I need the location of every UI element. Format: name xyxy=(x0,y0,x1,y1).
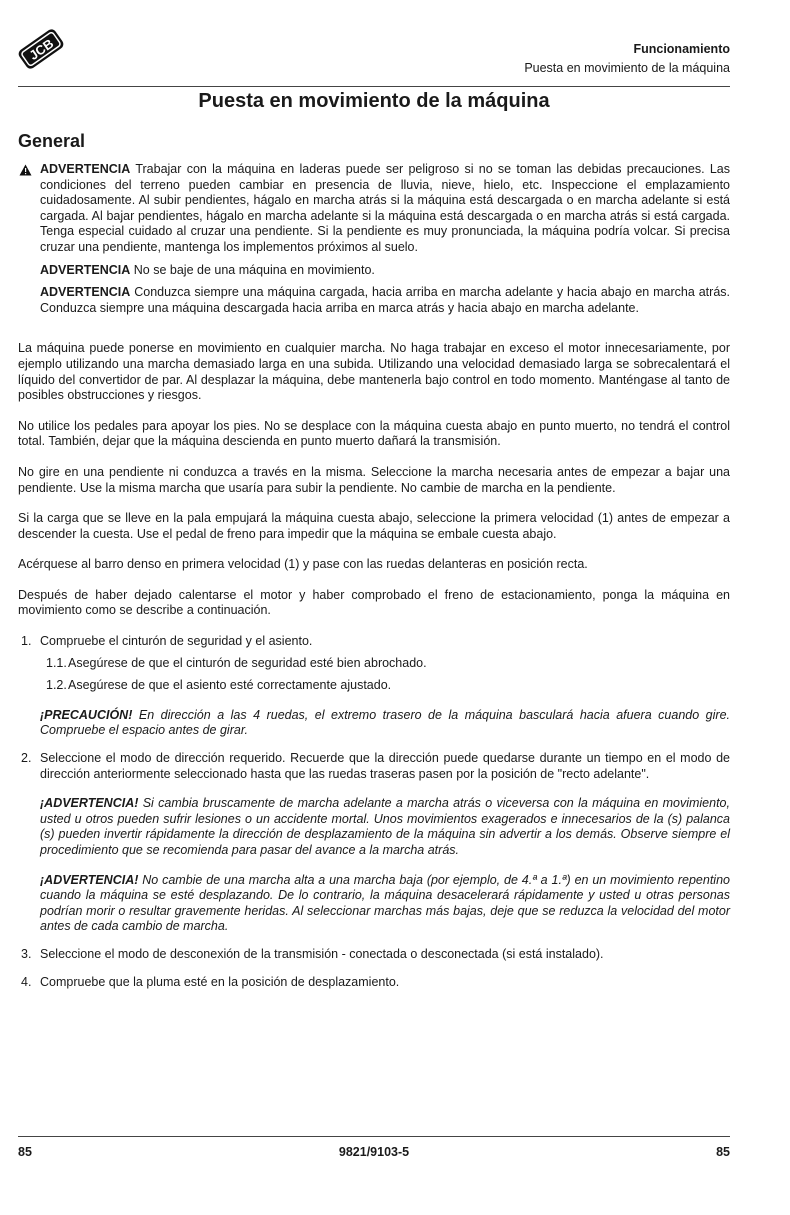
warning-paragraph xyxy=(40,263,730,279)
warning-text: Trabajar con la máquina en laderas puede ser peligroso si no se toman las debidas precauciones. Las condiciones del terreno pueden cambiar en presencia de lluvia, nieve, hielo, etc. Inspeccione el emplazamiento cuidadosamente. Al subir pendientes, hágalo en marcha atrás si la máquina está descargada o en marcha adelante si está cargada. Al bajar pendientes, hágalo en marcha adelante si la máquina está descargada o en marcha atrás si está cargada. Tenga especial cuidado al cruzar una pendiente. Si la pendiente es muy pronunciada, la máquina podría volcar. Si precisa cruzar una pendiente, mantenga los implementos próximos al suelo. xyxy=(40,162,730,254)
step-item xyxy=(18,947,730,963)
warning-text: No se baje de una máquina en movimiento. xyxy=(133,262,375,277)
body-paragraph: La máquina puede ponerse en movimiento en cualquier marcha. No haga trabajar en exceso el motor innecesariamente, por ejemplo utilizando una marcha demasiado larga en una subida. Utilizando una velocidad demasiado larga se sobrecalentará el líquido del convertidor de par. Al desplazar la máquina, debe mantenerla bajo control en todo momento. Manténgase al tanto de posibles obstrucciones y riesgos. xyxy=(18,341,730,403)
step-text: Compruebe que la pluma esté en la posición de desplazamiento. xyxy=(40,974,400,989)
warning-note xyxy=(40,796,730,858)
jcb-logo xyxy=(16,24,66,74)
warning-triangle-icon xyxy=(19,164,32,176)
substep-number: 1.1. xyxy=(46,655,67,670)
step-number: 4. xyxy=(21,974,32,989)
substeps xyxy=(40,656,730,694)
header-section: Funcionamiento xyxy=(633,42,730,56)
page-title: Puesta en movimiento de la máquina xyxy=(198,90,550,112)
caution-note xyxy=(40,708,730,739)
document-number: 9821/9103-5 xyxy=(338,1145,410,1159)
body-paragraph: Después de haber dejado calentarse el motor y haber comprobado el freno de estacionamiento, ponga la máquina en movimiento como se describe a continuación. xyxy=(18,587,730,618)
warning-note xyxy=(40,873,730,935)
caution-label: ¡PRECAUCIÓN! xyxy=(40,707,133,722)
step-text: Compruebe el cinturón de seguridad y el asiento. xyxy=(40,634,313,649)
warning-note-label: ¡ADVERTENCIA! xyxy=(40,872,139,887)
procedure-steps xyxy=(18,634,730,990)
logo-text: JCB xyxy=(26,35,57,64)
body-paragraph: No gire en una pendiente ni conduzca a través en la misma. Seleccione la marcha necesaria antes de empezar a bajar una pendiente. Use la misma marcha que usaría para subir la pendiente. No cambie de marcha en la pendiente. xyxy=(18,464,730,495)
warning-text: Conduzca siempre una máquina cargada, hacia arriba en marcha adelante y hacia abajo en marcha atrás. Conduzca siempre una máquina descargada hacia arriba en marca atrás y hacia abajo en marcha adelante. xyxy=(40,285,730,315)
main-content xyxy=(18,162,730,1002)
step-text: Seleccione el modo de dirección requerido. Recuerde que la dirección puede quedarse durante un tiempo en el modo de dirección anteriormente seleccionado hasta que las ruedas traseras pasen por la posición de "recto adelante". xyxy=(40,751,730,781)
step-item xyxy=(18,751,730,935)
warning-block xyxy=(18,162,730,316)
substep-number: 1.2. xyxy=(46,678,67,693)
page-number-left: 85 xyxy=(18,1145,32,1159)
step-text: Seleccione el modo de desconexión de la transmisión - conectada o desconectada (si está instalado). xyxy=(40,946,604,961)
header-divider xyxy=(18,86,730,87)
body-paragraph: No utilice los pedales para apoyar los pies. No se desplace con la máquina cuesta abajo en punto muerto, no tendrá el control total. También, dejar que la máquina descienda en punto muerto dañará la transmisión. xyxy=(18,418,730,449)
warning-note-text: Si cambia bruscamente de marcha adelante a marcha atrás o viceversa con la máquina en movimiento, usted u otros pueden sufrir lesiones o un accidente mortal. Unos movimientos exagerados e innecesarios de la (s) palanca (s) pueden invertir rápidamente la dirección de desplazamiento de la máquina sin advertir a los demás. Observe siempre el procedimiento que se recomienda para pasar del avance a la marcha atrás. xyxy=(40,796,730,857)
step-number: 3. xyxy=(21,946,32,961)
substep-item xyxy=(40,678,730,694)
warning-note-label: ¡ADVERTENCIA! xyxy=(40,796,139,811)
footer-divider xyxy=(18,1136,730,1137)
step-number: 1. xyxy=(21,634,32,649)
step-item xyxy=(18,634,730,739)
substep-item xyxy=(40,656,730,672)
step-number: 2. xyxy=(21,751,32,766)
warning-label: ADVERTENCIA xyxy=(40,162,131,176)
caution-text: En dirección a las 4 ruedas, el extremo trasero de la máquina basculará hacia afuera cuando gire. Compruebe el espacio antes de girar. xyxy=(40,707,730,738)
step-item xyxy=(18,975,730,991)
header-subsection: Puesta en movimiento de la máquina xyxy=(524,61,730,75)
body-paragraph: Si la carga que se lleve en la pala empujará la máquina cuesta abajo, seleccione la primera velocidad (1) antes de empezar a descender la cuesta. Use el pedal de freno para impedir que la máquina se embale cuesta abajo. xyxy=(18,511,730,541)
warning-paragraph xyxy=(40,162,730,256)
warning-paragraph xyxy=(40,285,730,316)
page-header xyxy=(524,40,730,78)
warning-label: ADVERTENCIA xyxy=(40,262,131,277)
section-heading: General xyxy=(18,131,86,151)
warning-note-text: No cambie de una marcha alta a una marcha baja (por ejemplo, de 4.ª a 1.ª) en un movimiento repentino cuando la máquina se esté desplazando. De lo contrario, la máquina desacelerará rápidamente y usted u otras personas podrían morir o resultar gravemente heridas. Al seleccionar marchas más bajas, deje que se reduzca la velocidad del motor antes de cada cambio de marcha. xyxy=(40,872,730,934)
page-number-right: 85 xyxy=(716,1145,730,1159)
body-paragraph: Acérquese al barro denso en primera velocidad (1) y pase con las ruedas delanteras en posición recta. xyxy=(18,557,588,572)
warning-label: ADVERTENCIA xyxy=(40,285,131,300)
substep-text: Asegúrese de que el cinturón de seguridad esté bien abrochado. xyxy=(68,655,427,670)
substep-text: Asegúrese de que el asiento esté correctamente ajustado. xyxy=(68,678,392,693)
